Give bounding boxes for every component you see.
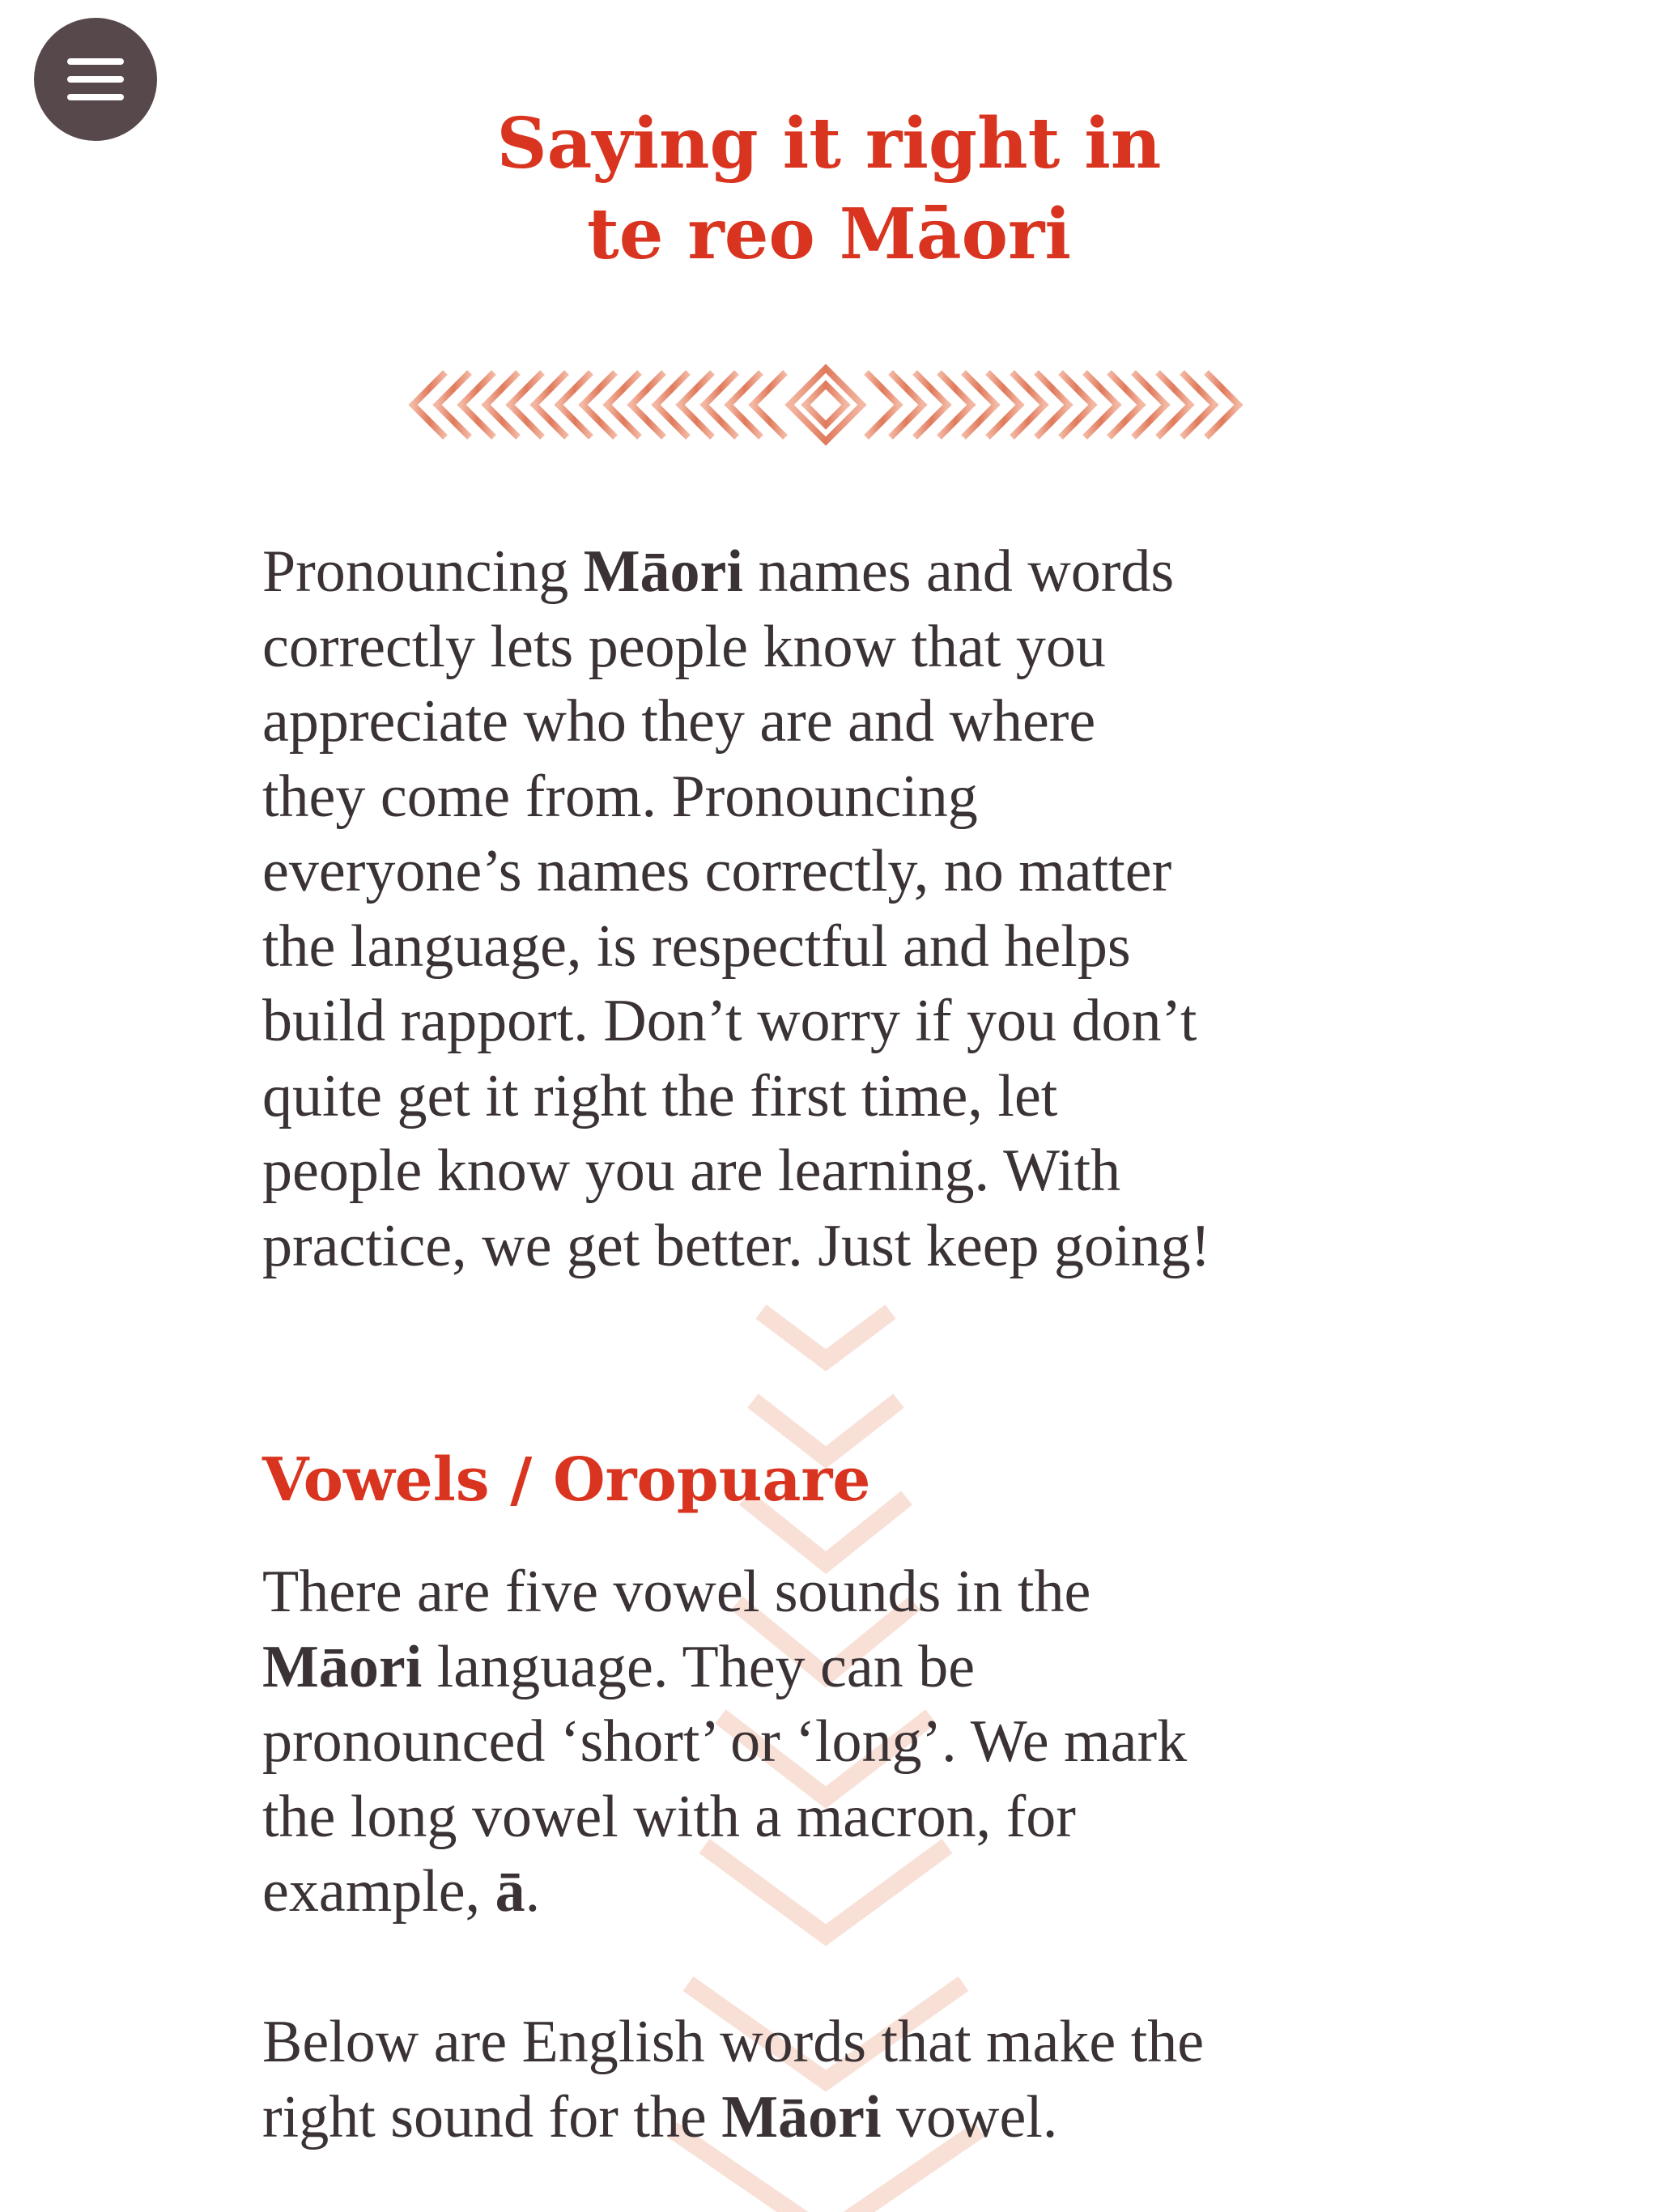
vowels-line-4: the long vowel with a macron, for [262, 1783, 1076, 1850]
vowels-line-1: There are five vowel sounds in the [262, 1559, 1091, 1625]
vowels-p2-line-1: Below are English words that make the [262, 2009, 1205, 2075]
maori-bold-word: Māori [721, 2083, 882, 2150]
page-title-line-2: te reo Māori [587, 194, 1071, 275]
intro-line-3: appreciate who they are and where [262, 688, 1096, 755]
vowels-paragraph-2 [262, 2005, 1428, 2155]
intro-line-7: build rapport. Don’t worry if you don’t [262, 988, 1197, 1054]
vowels-p2-line-2: right sound for the Māori vowel. [262, 2083, 1058, 2150]
intro-line-8: quite get it right the first time, let [262, 1062, 1058, 1129]
maori-bold-word: Māori [583, 538, 743, 605]
vowels-line-3: pronounced ‘short’ or ‘long’. We mark [262, 1708, 1188, 1775]
vowels-section [262, 1555, 1428, 1929]
vowels-line-2: Māori language. They can be [262, 1633, 976, 1700]
intro-line-10: practice, we get better. Just keep going! [262, 1212, 1211, 1279]
page-title-line-1: Saying it right in [496, 103, 1162, 185]
intro-line-4: they come from. Pronouncing [262, 763, 978, 830]
intro-line-6: the language, is respectful and helps [262, 912, 1131, 980]
macron-example: ā [495, 1858, 525, 1925]
intro-line-5: everyone’s names correctly, no matter [262, 838, 1172, 904]
maori-bold-word: Māori [262, 1633, 423, 1700]
intro-line-2: correctly lets people know that you [262, 613, 1106, 680]
hamburger-menu-icon [67, 57, 124, 102]
vowels-line-5: example, ā. [262, 1858, 541, 1925]
intro-section [262, 534, 1428, 1283]
vowels-paragraph-1 [262, 1555, 1428, 1929]
vowels-heading: Vowels / Oropuare [262, 1445, 871, 1515]
vowels-section-2 [262, 2005, 1428, 2155]
chevron-pattern-icon [405, 352, 1247, 457]
intro-line-1: Pronouncing Māori names and words [262, 538, 1175, 605]
page-title [0, 99, 1658, 280]
intro-paragraph [262, 534, 1428, 1283]
intro-line-9: people know you are learning. With [262, 1138, 1121, 1204]
